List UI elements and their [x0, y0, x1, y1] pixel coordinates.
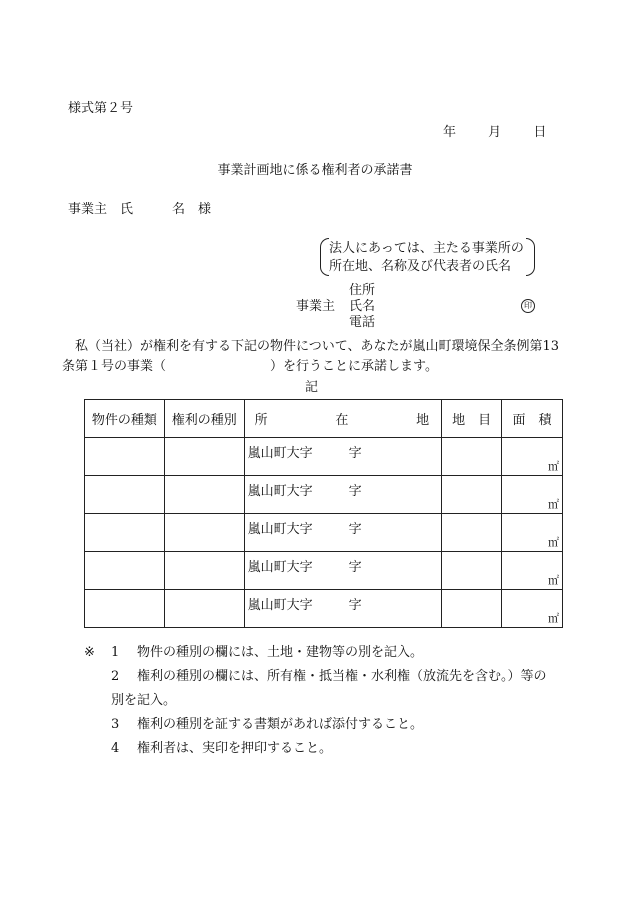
table-row: [85, 590, 563, 628]
header-right-type: 権利の種別: [164, 400, 244, 438]
header-location: [244, 400, 442, 438]
date-month: 月: [488, 125, 502, 140]
cell-location[interactable]: 嵐山町大字 字: [244, 438, 442, 476]
header-location-3: 地: [416, 413, 430, 428]
document-title: 事業計画地に係る権利者の承諾書: [217, 163, 413, 178]
note-number: 4: [111, 741, 120, 756]
cell-right-type[interactable]: [164, 590, 244, 628]
cell-location[interactable]: 嵐山町大字 字: [244, 590, 442, 628]
reference-mark-icon: ※: [84, 645, 95, 660]
note-text-continuation: 別を記入。: [111, 693, 177, 708]
square-meter-unit: ㎡: [548, 574, 559, 587]
header-location-2: 在: [335, 413, 349, 428]
cell-area[interactable]: [502, 552, 563, 590]
property-table: [84, 399, 563, 628]
cell-property-type[interactable]: [85, 552, 165, 590]
cell-property-type[interactable]: [85, 514, 165, 552]
addressee: 事業主 氏 名 様: [68, 202, 212, 217]
cell-land-category[interactable]: [442, 438, 502, 476]
note-number: 1: [111, 645, 120, 660]
name-label: 氏名: [349, 299, 376, 314]
cell-location[interactable]: 嵐山町大字 字: [244, 514, 442, 552]
cell-area[interactable]: [502, 590, 563, 628]
note-number: 3: [111, 717, 120, 732]
note-item: [84, 641, 564, 665]
cell-land-category[interactable]: [442, 476, 502, 514]
corporate-note-line-1: 法人にあっては、主たる事業所の: [329, 241, 524, 256]
cell-area[interactable]: [502, 476, 563, 514]
cell-land-category[interactable]: [442, 590, 502, 628]
cell-area[interactable]: [502, 438, 563, 476]
square-meter-unit: ㎡: [548, 612, 559, 625]
table-row: [85, 476, 563, 514]
note-item: [84, 713, 564, 737]
square-meter-unit: ㎡: [548, 536, 559, 549]
square-meter-unit: ㎡: [548, 498, 559, 511]
address-label: 住所: [349, 283, 376, 298]
right-paren-bracket: [526, 238, 535, 276]
date-year: 年: [443, 125, 457, 140]
consent-statement: 私（当社）が権利を有する下記の物件について、あなたが嵐山町環境保全条例第13条第１号の事業（ ）を行うことに承諾します。: [62, 339, 560, 374]
header-land-category: 地 目: [442, 400, 502, 438]
cell-location[interactable]: 嵐山町大字 字: [244, 476, 442, 514]
corporate-note-line-2: 所在地、名称及び代表者の氏名: [329, 259, 512, 274]
note-text: 権利の種別の欄には、所有権・抵当権・水利権（放流先を含む。）等の: [137, 669, 547, 684]
table-row: [85, 438, 563, 476]
notes-section: [84, 641, 564, 761]
seal-mark-icon: 印: [521, 299, 535, 313]
cell-right-type[interactable]: [164, 476, 244, 514]
table-header-row: [85, 400, 563, 438]
cell-location[interactable]: 嵐山町大字 字: [244, 552, 442, 590]
square-meter-unit: ㎡: [548, 460, 559, 473]
cell-property-type[interactable]: [85, 590, 165, 628]
note-text: 物件の種別の欄には、土地・建物等の別を記入。: [137, 645, 424, 660]
cell-land-category[interactable]: [442, 514, 502, 552]
cell-right-type[interactable]: [164, 514, 244, 552]
phone-label: 電話: [349, 315, 376, 330]
cell-property-type[interactable]: [85, 476, 165, 514]
cell-land-category[interactable]: [442, 552, 502, 590]
cell-right-type[interactable]: [164, 552, 244, 590]
note-item: [84, 665, 564, 689]
date-day: 日: [533, 125, 547, 140]
cell-right-type[interactable]: [164, 438, 244, 476]
left-paren-bracket: [320, 238, 329, 276]
table-row: [85, 552, 563, 590]
cell-area[interactable]: [502, 514, 563, 552]
form-number: 様式第２号: [68, 101, 134, 116]
note-text: 権利者は、実印を押印すること。: [137, 741, 333, 756]
header-location-1: 所: [254, 413, 268, 428]
ki-heading: 記: [305, 380, 319, 395]
header-property-type: 物件の種類: [85, 400, 165, 438]
cell-property-type[interactable]: [85, 438, 165, 476]
signatory-role: 事業主: [296, 299, 336, 314]
table-row: [85, 514, 563, 552]
header-area: 面 積: [502, 400, 563, 438]
note-number: 2: [111, 669, 120, 684]
note-text: 権利の種別を証する書類があれば添付すること。: [137, 717, 424, 732]
date-line: [443, 125, 560, 141]
note-item: [84, 737, 564, 761]
note-item-continuation: [84, 689, 564, 713]
